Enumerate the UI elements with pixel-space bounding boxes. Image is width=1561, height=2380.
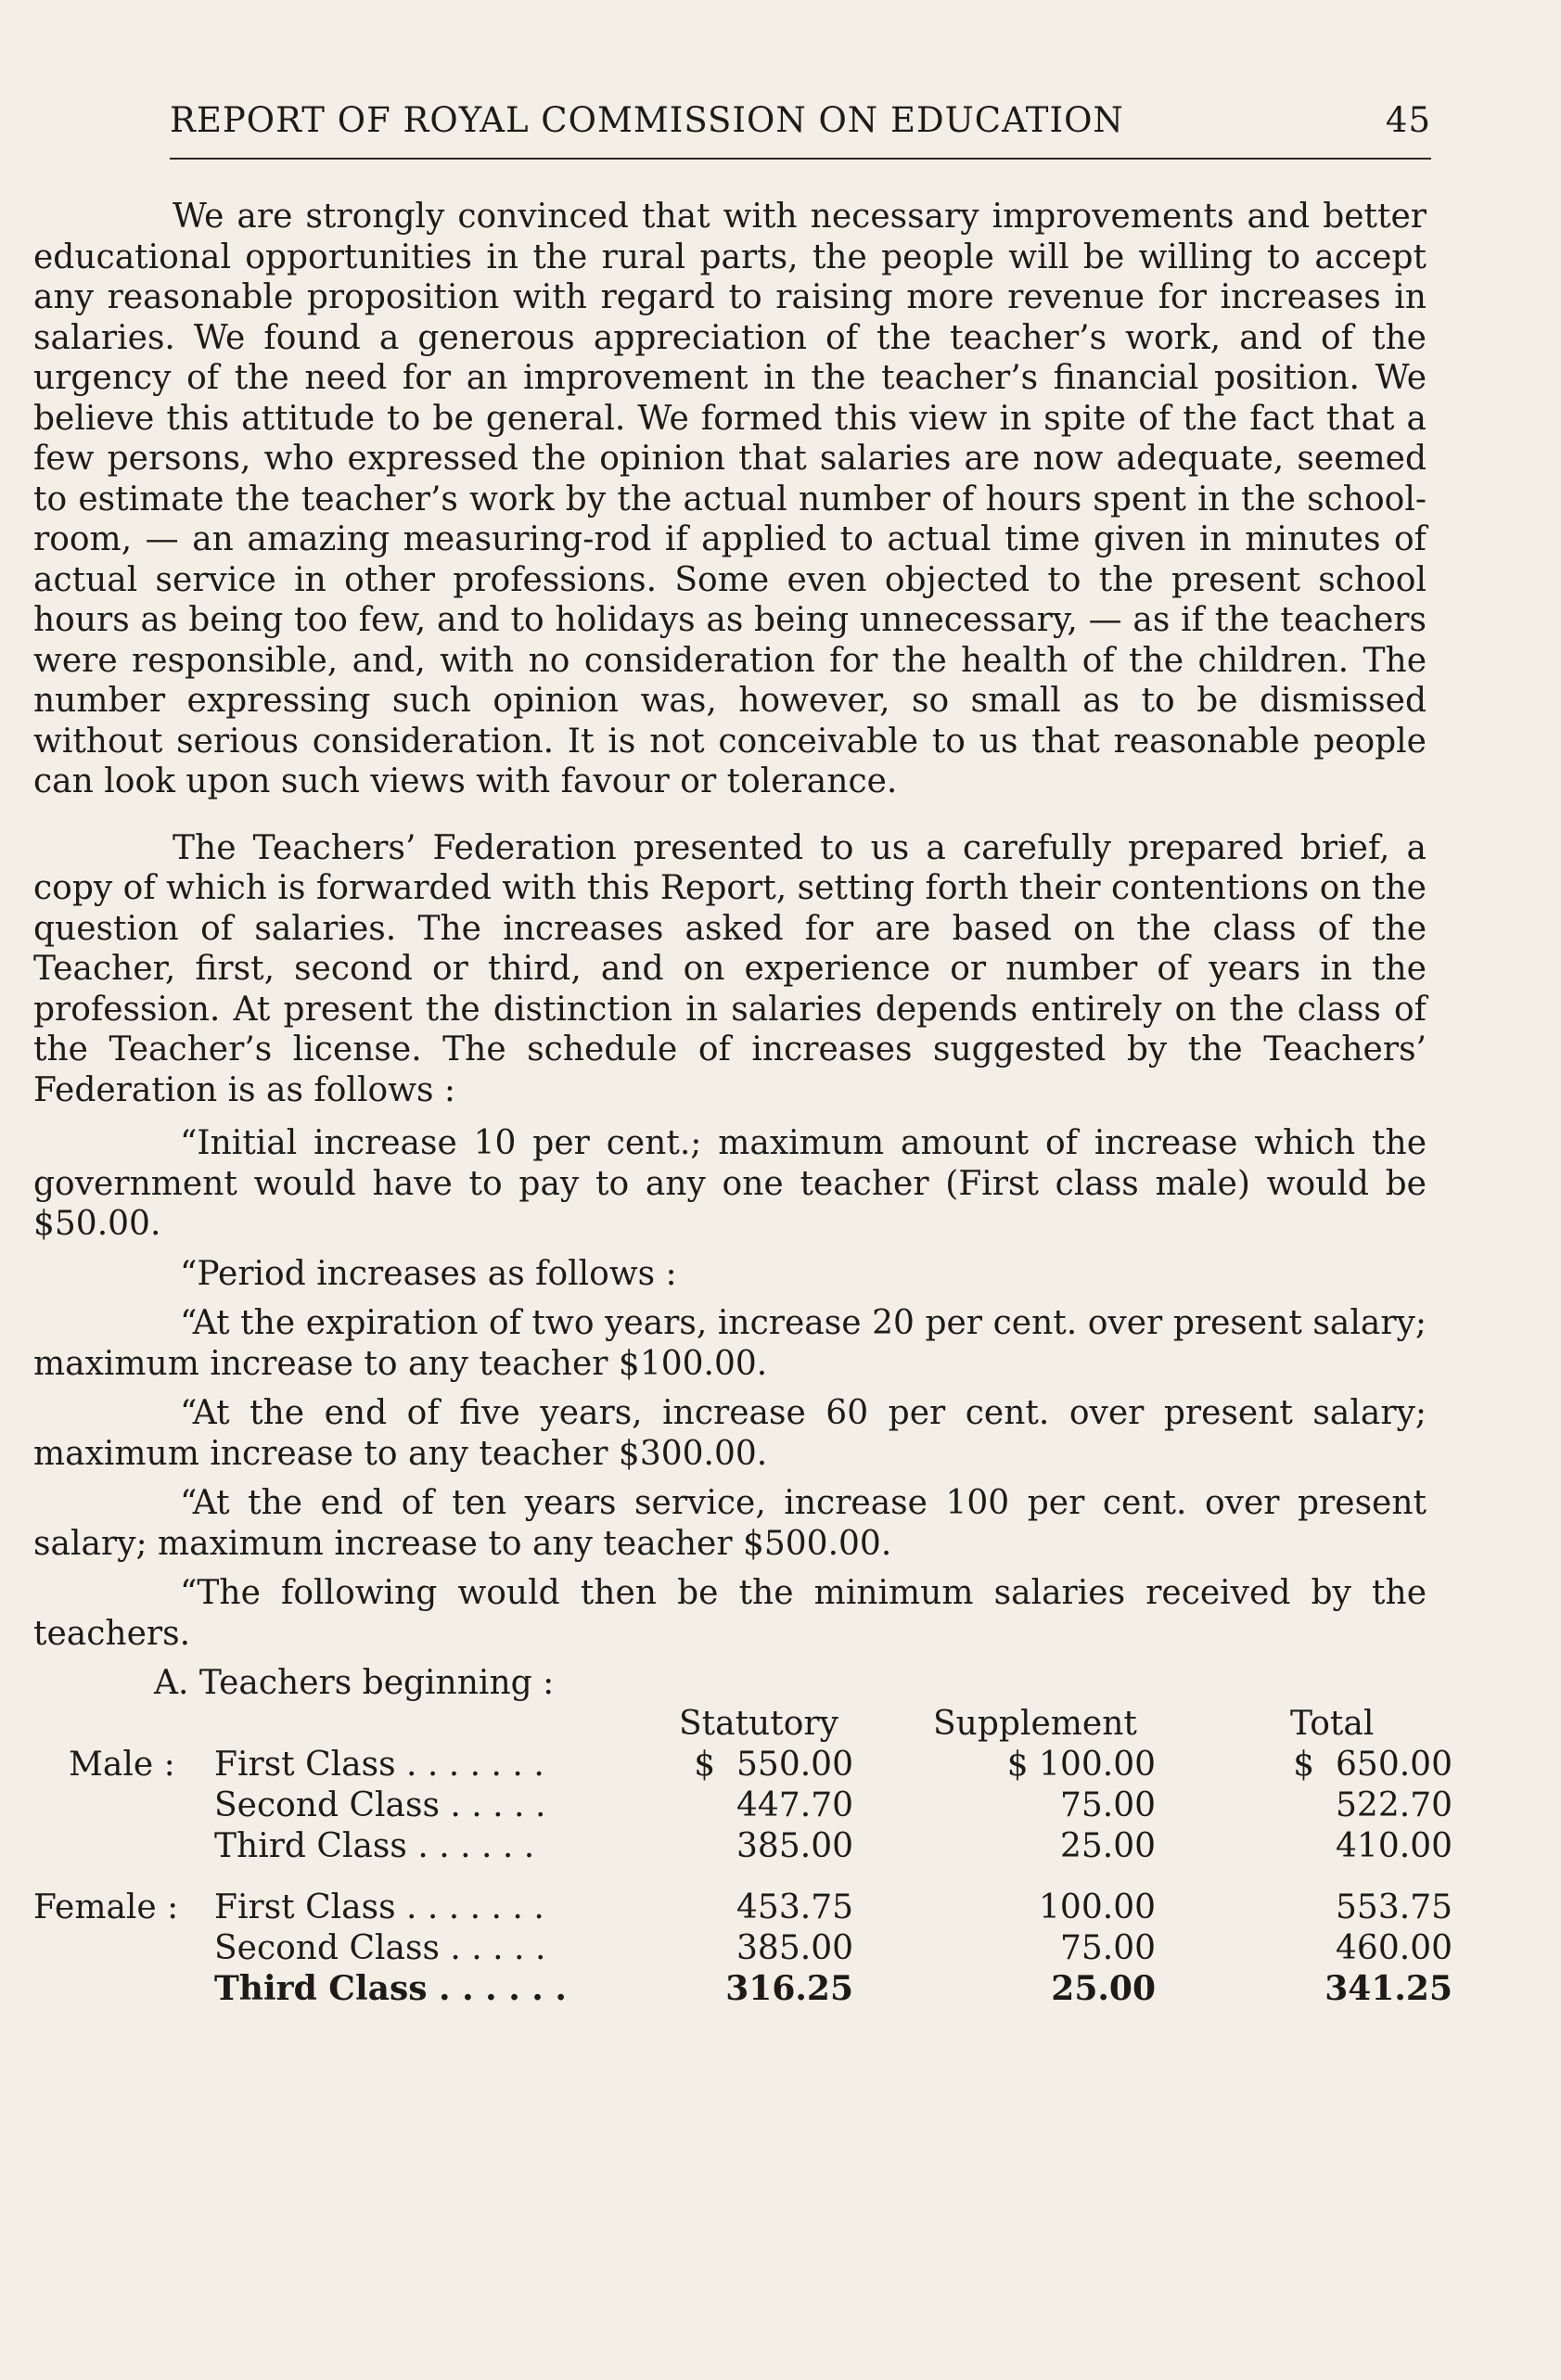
col-header-total: Total (1290, 1704, 1375, 1743)
quote-ten-years: “At the end of ten years service, increase 100 per cent. over present salary; maximum increase to any teacher $500.00. (33, 1484, 1427, 1563)
table-label: A. Teachers beginning : (154, 1664, 555, 1702)
row-statutory: 385.00 (736, 1826, 853, 1865)
row-statutory: 316.25 (725, 1968, 853, 2008)
group-label-male: Male : (69, 1745, 175, 1784)
salary-table (33, 1704, 1452, 2008)
row-supplement: $ 100.00 (1006, 1745, 1156, 1784)
row-total: $ 650.00 (1293, 1745, 1452, 1784)
row-statutory: 453.75 (736, 1887, 853, 1926)
row-supplement: 75.00 (1059, 1785, 1156, 1824)
quote-two-years: “At the expiration of two years, increase 20 per cent. over present salary; maximum increase to any teacher $100.00. (33, 1304, 1427, 1383)
row-class: Second Class . . . . . (214, 1785, 546, 1824)
row-total: 522.70 (1336, 1785, 1452, 1824)
col-header-supplement: Supplement (933, 1704, 1137, 1743)
row-total: 341.25 (1324, 1968, 1452, 2008)
running-header (170, 100, 1431, 140)
quote-five-years: “At the end of five years, increase 60 per cent. over present salary; maximum increase to any teacher $300.00. (33, 1394, 1427, 1473)
row-statutory: $ 550.00 (694, 1745, 853, 1784)
paragraph-2: The Teachers’ Federation presented to us a carefully prepared brief, a copy of which is forwarded with this Report, setting forth their contentions on the question of salaries. The increases asked for are based on the class of the Teacher, first, second or third, and on experience or number of years in the profession. At present the distinction in salaries depends entirely on the class of the Teacher’s license. The schedule of increases suggested by the Teachers’ Federation is as follows : (33, 828, 1427, 1109)
page-number: 45 (1385, 100, 1431, 140)
row-class: First Class . . . . . . . (214, 1887, 544, 1926)
col-header-statutory: Statutory (679, 1704, 838, 1743)
row-class: Third Class . . . . . . (214, 1968, 567, 2008)
paragraph-1: We are strongly convinced that with necessary improvements and better educational opportunities in the rural parts, the people will be willing to accept any reasonable proposition with regard to raising more revenue for increases in salaries. We found a generous appreciation of the teacher’s work, and of the urgency of the need for an improvement in the teacher’s financial position. We believe this attitude to be general. We formed this view in spite of the fact that a few persons, who expressed the opinion that salaries are now adequate, seemed to estimate the teacher’s work by the actual number of hours spent in the school-room, — an amazing measuring-rod if applied to actual time given in minutes of actual service in other professions. Some even objected to the present school hours as being too few, and to holidays as being unnecessary, — as if the teachers were responsible, and, with no consideration for the health of the children. The number expressing such opinion was, however, so small as to be dismissed without serious consideration. It is not conceivable to us that reasonable people can look upon such views with favour or tolerance. (33, 198, 1427, 800)
quote-minimum-salaries: “The following would then be the minimum salaries received by the teachers. (33, 1574, 1427, 1653)
row-supplement: 100.00 (1039, 1887, 1156, 1926)
row-total: 553.75 (1336, 1887, 1452, 1926)
row-supplement: 25.00 (1059, 1826, 1156, 1865)
group-label-female: Female : (33, 1887, 179, 1926)
row-statutory: 447.70 (736, 1785, 853, 1824)
row-supplement: 75.00 (1059, 1928, 1156, 1967)
quote-period-increases: “Period increases as follows : (180, 1254, 677, 1293)
row-supplement: 25.00 (1051, 1968, 1156, 2008)
header-rule (170, 158, 1431, 160)
row-statutory: 385.00 (736, 1928, 853, 1967)
row-class: Third Class . . . . . . (214, 1826, 535, 1865)
quote-initial-increase: “Initial increase 10 per cent.; maximum amount of increase which the government would have to pay to any one teacher (First class male) would be $50.00. (33, 1124, 1427, 1243)
row-class: Second Class . . . . . (214, 1928, 546, 1967)
row-total: 410.00 (1336, 1826, 1452, 1865)
row-total: 460.00 (1336, 1928, 1452, 1967)
body-text (33, 197, 1452, 2008)
header-title: REPORT OF ROYAL COMMISSION ON EDUCATION (170, 100, 1124, 140)
row-class: First Class . . . . . . . (214, 1745, 544, 1784)
